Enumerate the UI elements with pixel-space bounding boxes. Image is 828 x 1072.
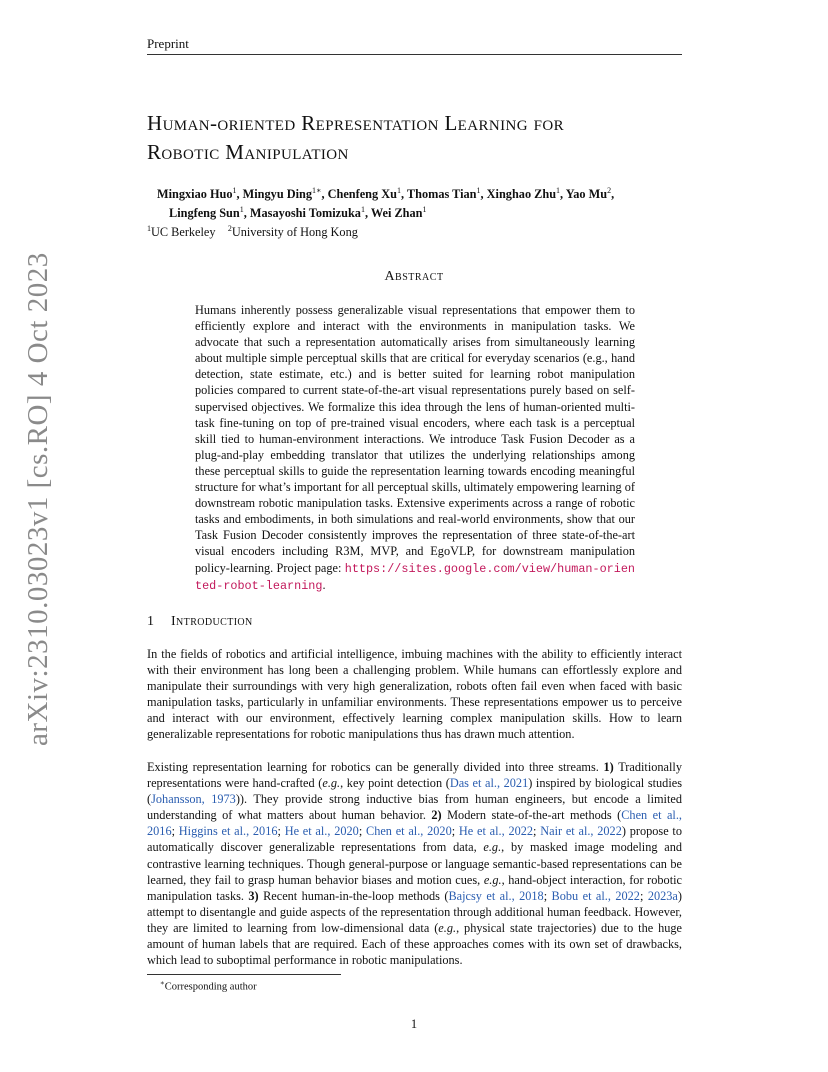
section-heading [147,614,253,630]
author-name: Yao Mu [565,187,608,202]
author-line-1 [147,183,687,202]
intro-paragraph-1: In the fields of robotics and artificial intelligence, imbuing machines with the ability to efficiently interact with their environment has long been a challenging problem. While humans can effortlessly explore and manipulate their surroundings with very high generalization, robots often fail even when faced with basic manipulation tasks, particularly in unfamiliar environments. These representations empower us to perceive and interact with our environment, effectively learning complex manipulation skills. How to learn generalizable representations for robotic manipulations thus has drawn much attention. [147,647,682,742]
citation-link[interactable]: Chen et al., 2020 [366,824,452,839]
citation-link[interactable]: Chen et al., 2016 [147,808,682,839]
intro-paragraph-2: Existing representation learning for robotics can be generally divided into three streams. 1) Traditionally representations were hand-crafted (e.g., key point detection (Das et al., 2021) inspired by biological studies (Johansson, 1973)). They provide strong inductive bias from human engineers, but encode a limited understanding of what matters about human behavior. 2) Modern state-of-the-art methods (Chen et al., 2016; Higgins et al., 2016; He et al., 2020; Chen et al., 2020; He et al., 2022; Nair et al., 2022) propose to automatically discover generalizable representations from data, e.g., by masked image modeling and contrastive learning techniques. Though general-purpose or language semantic-based representations can be learned, they fail to grasp human behavior biases and motion cues, e.g., hand-object interaction, for robotic manipulation tasks. 3) Recent human-in-the-loop methods (Bajcsy et al., 2018; Bobu et al., 2022; 2023a) attempt to disentangle and guide aspects of the representation through additional human feedback. However, they are limited to learning from low-dimensional data (e.g., physical state trajectories) due to the huge amount of human labels that are required. Each of these approaches comes with its own set of drawbacks, which lead to suboptimal performance in robotic manipulations. [147,760,682,968]
text-run: Traditionally representations were hand-crafted ( [147,760,682,791]
author-affil: 1 [476,186,481,195]
text-run: ) inspired by biological studies ( [147,776,682,807]
author-sep: , [560,187,566,202]
author-affil: 1 [232,186,237,195]
affil-name: UC Berkeley [151,225,216,240]
author-sep: , [400,187,407,202]
enum-marker: 1) [603,760,614,774]
affil-name: University of Hong Kong [231,225,358,240]
enum-marker: 3) [248,888,259,903]
citation-link[interactable]: Bobu et al., 2022 [551,888,640,903]
text-run: , physical state trajectories) due to the huge amount of human labels that are required. Each of these approaches comes with its own set of drawbacks, which lead to suboptimal performance in robotic manipulations. [147,920,682,968]
text-run: e.g. [322,776,341,791]
running-title: Preprint [147,36,189,51]
citation-link[interactable]: Johansson, 1973 [151,792,236,807]
affil-mark: 1 [147,224,151,234]
author-name: Wei Zhan [370,206,423,221]
abstract-heading: Abstract [384,269,444,284]
citation-link[interactable]: Das et al., 2021 [449,776,529,791]
title-line-2: Robotic Manipulation [147,140,349,164]
footnote-mark: ∗ [160,979,165,987]
text-run: , hand-object interaction, for robotic manipulation tasks. [147,872,682,903]
citation-link[interactable]: He et al., 2020 [284,824,359,839]
citation-link[interactable]: He et al., 2022 [458,824,534,839]
author-block [147,183,687,240]
author-affil: 1∗ [312,186,322,195]
text-run: Existing representation learning for robotics can be generally divided into three streams. [147,760,604,774]
author-sep: , [243,206,250,221]
text-run: Modern state-of-the-art methods ( [441,808,622,823]
author-affil: 1 [239,205,244,215]
affil-mark: 2 [227,224,232,234]
author-name: Lingfeng Sun [169,206,240,221]
author-name: Chenfeng Xu [327,187,397,202]
project-page-link[interactable]: https://sites.google.com/view/human-oriented-robot-learning [195,561,635,593]
text-run: e.g. [483,840,502,855]
author-affil: 1 [396,186,401,195]
abstract-text: Humans inherently possess generalizable visual representations that empower them to efficiently explore and interact with the environments in manipulation tasks. We advocate that such a representation automatically arises from simultaneously learning about multiple simple perceptual skills that are critical for everyday scenarios (e.g., hand detection, state estimate, etc.) and is better suited for learning robot manipulation policies compared to current state-of-the-art visual representations purely based on self-supervised objectives. We formalize this idea through the lens of human-oriented multi-task fine-tuning on top of pre-trained visual encoders, where each task is a perceptual skill tied to human-environment interactions. We introduce Task Fusion Decoder as a plug-and-play embedding translator that utilizes the underlying relationships among these perceptual skills to guide the representation learning towards encoding meaningful structure for what’s important for all perceptual skills, ultimately empowering learning of downstream robotic manipulation tasks. Extensive experiments across a range of robotic tasks and embodiments, in both simulations and real-world environments, show that our Task Fusion Decoder consistently improves the representation of three state-of-the-art visual encoders including R3M, MVP, and EgoVLP, for downstream manipulation policy-learning. Project page: [195,303,635,575]
affiliations [147,221,687,240]
author-name: Masayoshi Tomizuka [249,206,361,221]
abstract-body [195,302,635,594]
author-affil: 1 [556,186,561,195]
author-sep: , [364,206,371,221]
text-run: ) attempt to disentangle and guide aspects of the representation through additional human feedback. However, they are limited to learning from low-dimensional data ( [147,888,682,935]
footnote [160,977,257,994]
author-affil: 1 [360,205,365,215]
text-run: )). They provide strong inductive bias from human engineers, but encode a limited understanding of what matters about human behavior. [147,792,682,823]
author-sep: , [611,187,615,202]
citation-link[interactable]: Bajcsy et al., 2018 [448,888,544,903]
author-name: Xinghao Zhu [486,187,557,202]
running-header [147,36,682,55]
citation-link[interactable]: Nair et al., 2022 [540,824,622,839]
text-run: , by masked image modeling and contrastive learning techniques. Though general-purpose or language semantic-based representations can be learned, they fail to grasp human behavior biases and motion cues, [147,840,682,887]
author-name: Mingxiao Huo [157,187,233,202]
arxiv-identifier: arXiv:2310.03023v1 [cs.RO] 4 Oct 2023 [22,252,54,746]
enum-marker: 2) [431,808,442,823]
author-sep: , [321,187,328,202]
author-line-2 [147,202,687,221]
section-number: 1 [147,614,155,629]
footnote-text: Corresponding author [164,981,257,993]
text-run: Recent human-in-the-loop methods ( [258,888,449,903]
citation-link[interactable]: Higgins et al., 2016 [178,824,278,839]
author-sep: , [236,187,243,202]
author-name: Mingyu Ding [242,187,313,202]
citation-link[interactable]: 2023a [647,888,678,903]
footnote-divider [147,974,341,975]
author-affil: 2 [607,186,612,195]
section-title: Introduction [171,614,253,629]
abstract-end: . [322,577,326,592]
paper-title [147,109,707,167]
author-sep: , [480,187,487,202]
text-run: e.g. [483,872,502,887]
text-run: ) propose to automatically discover generalizable representations from data, [147,824,682,855]
text-run: e.g. [438,920,457,935]
author-name: Thomas Tian [406,187,477,202]
page-number: 1 [410,1017,418,1031]
text-run: , key point detection ( [340,776,450,791]
author-affil: 1 [422,205,427,215]
title-line-1: Human-oriented Representation Learning for [147,111,564,135]
